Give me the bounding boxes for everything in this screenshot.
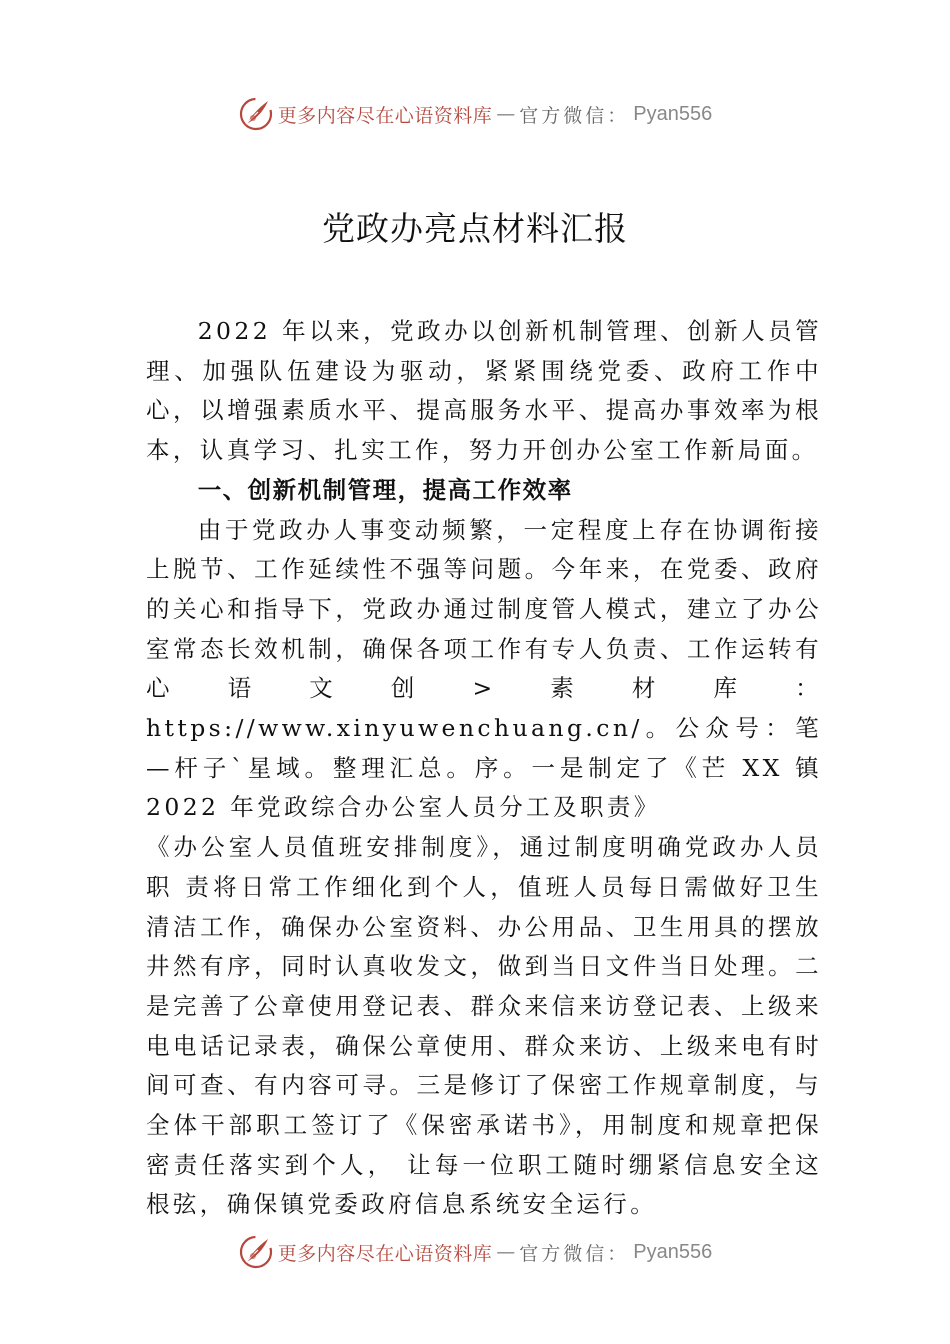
header-banner-wechat-label: 官方微信：: [519, 104, 630, 127]
quill-pen-logo-icon: [238, 96, 274, 132]
header-banner-dash: —: [496, 103, 516, 125]
footer-banner: [0, 1232, 950, 1272]
section-1-heading: 一、创新机制管理，提高工作效率: [197, 475, 573, 504]
document-title: 党政办亮点材料汇报: [322, 209, 628, 248]
quill-pen-logo-icon: [238, 1234, 274, 1270]
footer-banner-dash: —: [496, 1241, 516, 1263]
footer-banner-slogan: 更多内容尽在心语资料库: [277, 1242, 493, 1265]
header-banner: [0, 94, 950, 134]
document-body: [146, 312, 822, 1225]
header-banner-slogan: 更多内容尽在心语资料库: [277, 104, 493, 127]
footer-banner-wechat-label: 官方微信：: [519, 1242, 630, 1265]
section-1-paragraph-b: 《办公室人员值班安排制度》，通过制度明确党政办人员职 责将日常工作细化到个人，值班人员每日需做好卫生清洁工作，确保办公室资料、办公用品、卫生用具的摆放井然有序，同时认真收发文，做到当日文件当日处理。二是完善了公章使用登记表、群众来信来访登记表、上级来电电话记录表，确保公章使用、群众来访、上级来电有时间可查、有内容可寻。三是修订了保密工作规章制度，与全体干部职工签订了《保密承诺书》，用制度和规章把保密责任落实到个人， 让每一位职工随时绷紧信息安全这根弦，确保镇党委政府信息系统安全运行。: [146, 833, 822, 1219]
footer-banner-wechat-id: Pyan556: [633, 1240, 713, 1263]
intro-paragraph: 2022 年以来，党政办以创新机制管理、创新人员管理、加强队伍建设为驱动，紧紧围绕党委、政府工作中心，以增强素质水平、提高服务水平、提高办事效率为根本，认真学习、扎实工作，努力开创办公室工作新局面。: [146, 317, 822, 465]
section-1-paragraph-a: 由于党政办人事变动频繁，一定程度上存在协调衔接上脱节、工作延续性不强等问题。今年来，在党委、政府的关心和指导下，党政办通过制度管人模式，建立了办公室常态长效机制，确保各项工作有专人负责、工作运转有心语文创>素材库：https://www.xinyuwenchuang.cn/。公众号：笔—杆子`星域。整理汇总。序。一是制定了《芒 XX 镇 2022 年党政综合办公室人员分工及职责》: [146, 515, 822, 822]
header-banner-wechat-id: Pyan556: [633, 102, 713, 125]
